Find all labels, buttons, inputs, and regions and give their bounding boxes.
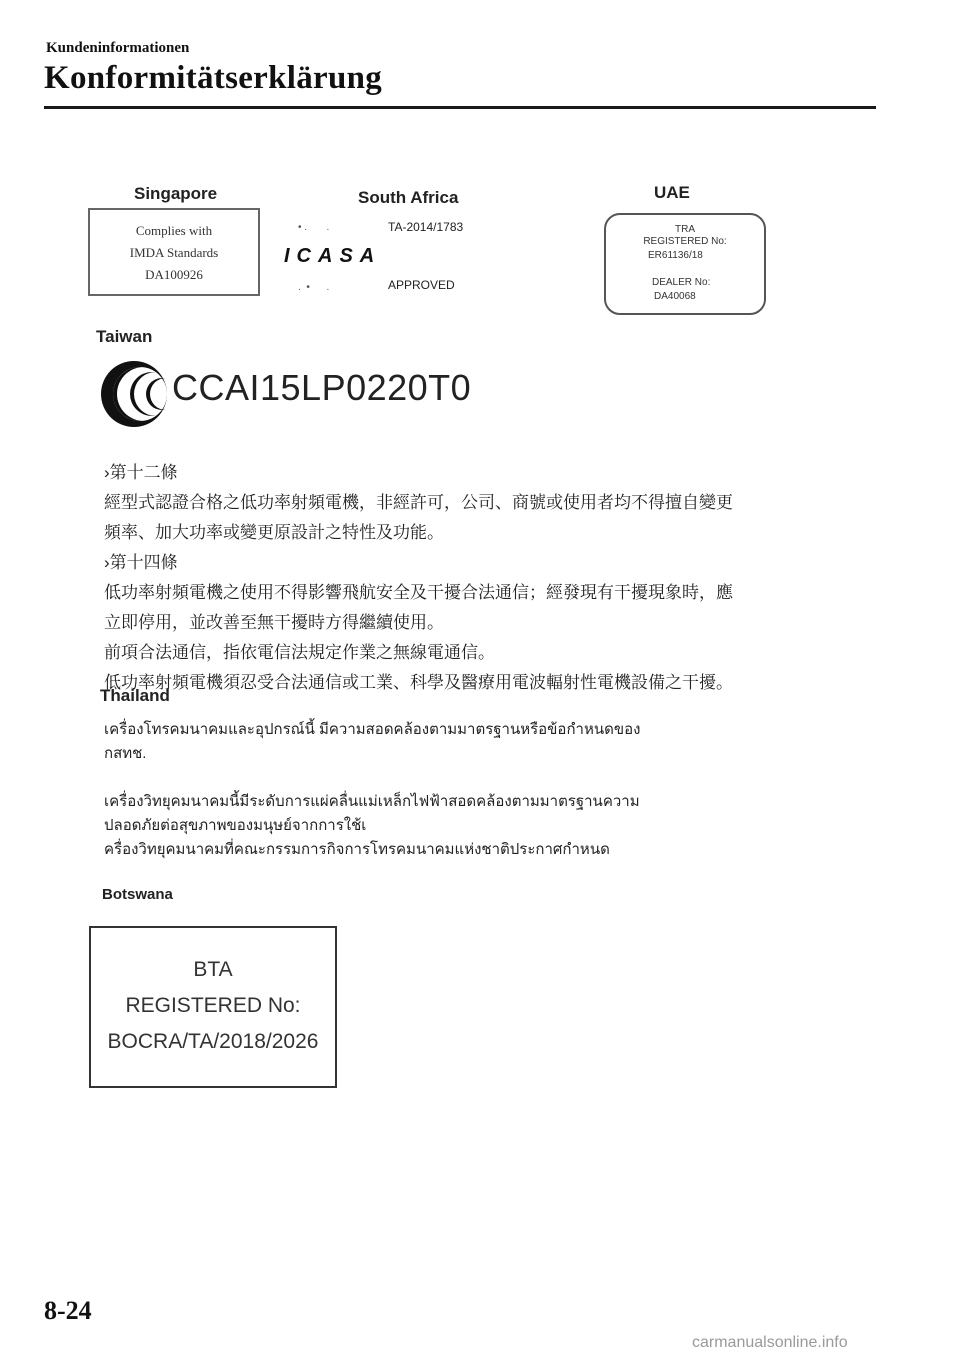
regulation-line: ›第十二條 <box>104 463 178 482</box>
regulation-line: ปลอดภัยต่อสุขภาพของมนุษย์จากการใช้เ <box>104 817 367 834</box>
uae-registered: REGISTERED No: <box>643 236 727 247</box>
taiwan-regulation-text <box>104 458 844 698</box>
ncc-logo-icon <box>96 358 176 430</box>
page-title: Konformitätserklärung <box>44 60 383 96</box>
title-divider <box>44 106 876 109</box>
uae-registered-number: ER61136/18 <box>648 250 703 261</box>
certificate-line: DA100926 <box>145 267 203 282</box>
icasa-approved: APPROVED <box>388 278 455 292</box>
icasa-logo: ICASA <box>284 245 382 267</box>
icasa-dots-bottom: . • . <box>298 282 330 293</box>
regulation-line <box>104 766 844 790</box>
regulation-line: เครื่องโทรคมนาคมและอุปกรณ์นี้ มีความสอดคล้องตามมาตรฐานหรือข้อกำหนดของ <box>104 721 641 738</box>
footer-watermark: carmanualsonline.info <box>692 1334 848 1351</box>
regulation-line: 經型式認證合格之低功率射頻電機，非經許可，公司、商號或使用者均不得擅自變更 <box>104 493 733 512</box>
certificate-line: REGISTERED No: <box>125 994 301 1017</box>
thailand-regulation-text <box>104 718 844 862</box>
uae-certificate-box <box>604 213 766 315</box>
country-label-thailand: Thailand <box>100 686 170 705</box>
uae-tra: TRA <box>675 224 695 235</box>
country-label-uae: UAE <box>654 183 690 202</box>
uae-dealer: DEALER No: <box>652 277 711 288</box>
uae-dealer-number: DA40068 <box>654 291 696 302</box>
section-label: Kundeninformationen <box>46 40 190 56</box>
regulation-line: 前項合法通信，指依電信法規定作業之無線電通信。 <box>104 643 495 662</box>
country-label-south-africa: South Africa <box>358 188 459 207</box>
certificate-line: BTA <box>193 958 233 981</box>
botswana-certificate-box <box>89 926 337 1088</box>
certificate-line: IMDA Standards <box>129 245 219 260</box>
singapore-certificate-box <box>88 208 260 296</box>
regulation-line: 頻率、加大功率或變更原設計之特性及功能。 <box>104 523 444 542</box>
certificate-line: Complies with <box>135 223 213 238</box>
regulation-line: 低功率射頻電機之使用不得影響飛航安全及干擾合法通信；經發現有干擾現象時，應 <box>104 583 733 602</box>
icasa-dots-top: • . . <box>298 222 330 233</box>
country-label-botswana: Botswana <box>102 886 173 903</box>
page-number: 8-24 <box>44 1296 92 1325</box>
regulation-line: 立即停用，並改善至無干擾時方得繼續使用。 <box>104 613 444 632</box>
ncc-code: CCAI15LP0220T0 <box>172 367 472 408</box>
regulation-line: ครื่องวิทยุคมนาคมที่คณะกรรมการกิจการโทรคมนาคมแห่งชาติประกาศกำหนด <box>104 841 610 858</box>
regulation-line: ›第十四條 <box>104 553 178 572</box>
regulation-line: กสทช. <box>104 745 147 762</box>
regulation-line: เครื่องวิทยุคมนาคมนี้มีระดับการแผ่คลื่นแม่เหล็กไฟฟ้าสอดคล้องตามมาตรฐานความ <box>104 793 640 810</box>
icasa-ta-number: TA-2014/1783 <box>388 220 464 234</box>
certificate-line: BOCRA/TA/2018/2026 <box>107 1030 319 1053</box>
country-label-taiwan: Taiwan <box>96 327 153 346</box>
regulation-line: 低功率射頻電機須忍受合法通信或工業、科學及醫療用電波輻射性電機設備之干擾。 <box>104 673 733 692</box>
country-label-singapore: Singapore <box>134 184 218 203</box>
